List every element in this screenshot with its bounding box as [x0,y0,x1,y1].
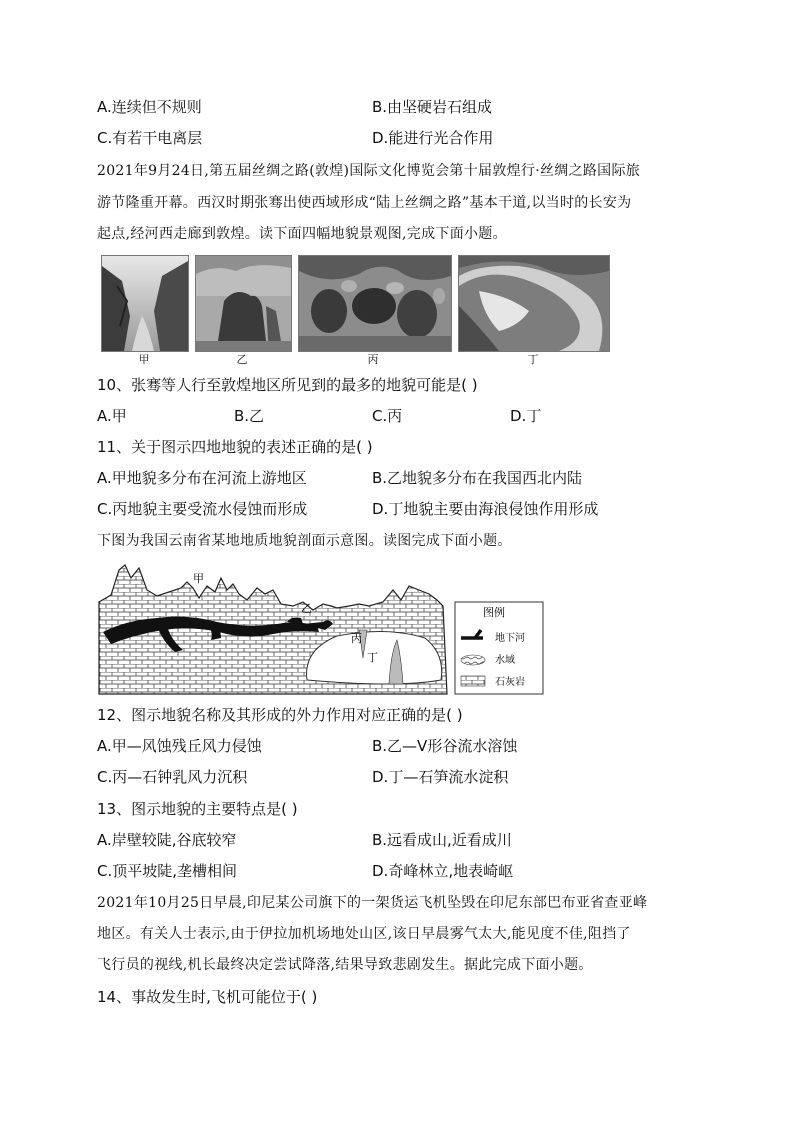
q10-option-b: B.乙 [234,407,265,425]
q12-option-b: B.乙—V形谷流水溶蚀 [372,737,518,755]
q9-option-d: D.能进行光合作用 [372,129,494,147]
caption-jia: 甲 [138,353,150,366]
legend-water-symbol [461,655,485,665]
caption-ding: 丁 [527,353,539,366]
photo-bing-yardang [298,255,452,352]
legend-river-label: 地下河 [495,633,525,644]
passage1-line2: 游节隆重开幕。西汉时期张骞出使西域形成“陆上丝绸之路”基本干道,以当时的长安为 [97,195,632,211]
q13-option-b: B.远看成山,近看成川 [372,831,512,849]
q13-stem: 13、图示地貌的主要特点是( ) [97,800,298,818]
q11-option-a: A.甲地貌多分布在河流上游地区 [97,469,307,487]
q10-option-a: A.甲 [97,407,127,425]
label-ding: 丁 [367,651,378,664]
photo-jia-gorge [101,255,189,352]
legend-title: 图例 [483,606,505,619]
q11-option-b: B.乙地貌多分布在我国西北内陆 [372,469,583,487]
label-bing: 丙 [351,632,362,645]
q12-option-a: A.甲—风蚀残丘风力侵蚀 [97,737,262,755]
passage3-line2: 地区。有关人士表示,由于伊拉加机场地处山区,该日早晨雾气太大,能见度不佳,阻挡了 [97,926,631,942]
q13-option-d: D.奇峰林立,地表崎岖 [372,862,514,880]
passage1-line3: 起点,经河西走廊到敦煌。读下面四幅地貌景观图,完成下面小题。 [97,226,507,242]
legend-limestone-symbol [461,676,485,686]
q9-option-a: A.连续但不规则 [97,98,202,116]
q11-option-d: D.丁地貌主要由海浪侵蚀作用形成 [372,500,599,518]
photo-yi-sea-stack [195,255,292,352]
q11-option-c: C.丙地貌主要受流水侵蚀而形成 [97,500,308,518]
passage3-line1: 2021年10月25日早晨,印尼某公司旗下的一架货运飞机坠毁在印尼东部巴布亚省查亚峰 [97,895,648,911]
legend-limestone-label: 石灰岩 [495,677,525,688]
q12-option-d: D.丁—石笋流水淀积 [372,768,509,786]
label-jia: 甲 [193,572,204,585]
karst-profile-diagram [97,560,547,696]
q9-option-c: C.有若干电离层 [97,129,203,147]
q10-option-d: D.丁 [510,407,542,425]
q10-option-c: C.丙 [372,407,403,425]
q10-stem: 10、张骞等人行至敦煌地区所见到的最多的地貌可能是( ) [97,376,478,394]
label-yi: 乙 [301,602,312,615]
photo-ding-meander [458,255,610,352]
caption-bing: 丙 [367,353,379,366]
passage1-line1: 2021年9月24日,第五届丝绸之路(敦煌)国际文化博览会第十届敦煌行·丝绸之路国际旅 [97,163,641,179]
q12-option-c: C.丙—石钟乳风力沉积 [97,768,248,786]
q13-option-a: A.岸壁较陡,谷底较窄 [97,831,237,849]
q14-stem: 14、事故发生时,飞机可能位于( ) [97,988,318,1006]
passage2-line1: 下图为我国云南省某地地质地貌剖面示意图。读图完成下面小题。 [97,533,512,549]
q11-stem: 11、关于图示四地地貌的表述正确的是( ) [97,438,373,456]
caption-yi: 乙 [236,353,248,366]
passage3-line3: 飞行员的视线,机长最终决定尝试降落,结果导致悲剧发生。据此完成下面小题。 [97,957,593,973]
q9-option-b: B.由坚硬岩石组成 [372,98,493,116]
legend-water-label: 水域 [495,655,515,666]
q12-stem: 12、图示地貌名称及其形成的外力作用对应正确的是( ) [97,706,463,724]
q13-option-c: C.顶平坡陡,垄槽相间 [97,862,238,880]
